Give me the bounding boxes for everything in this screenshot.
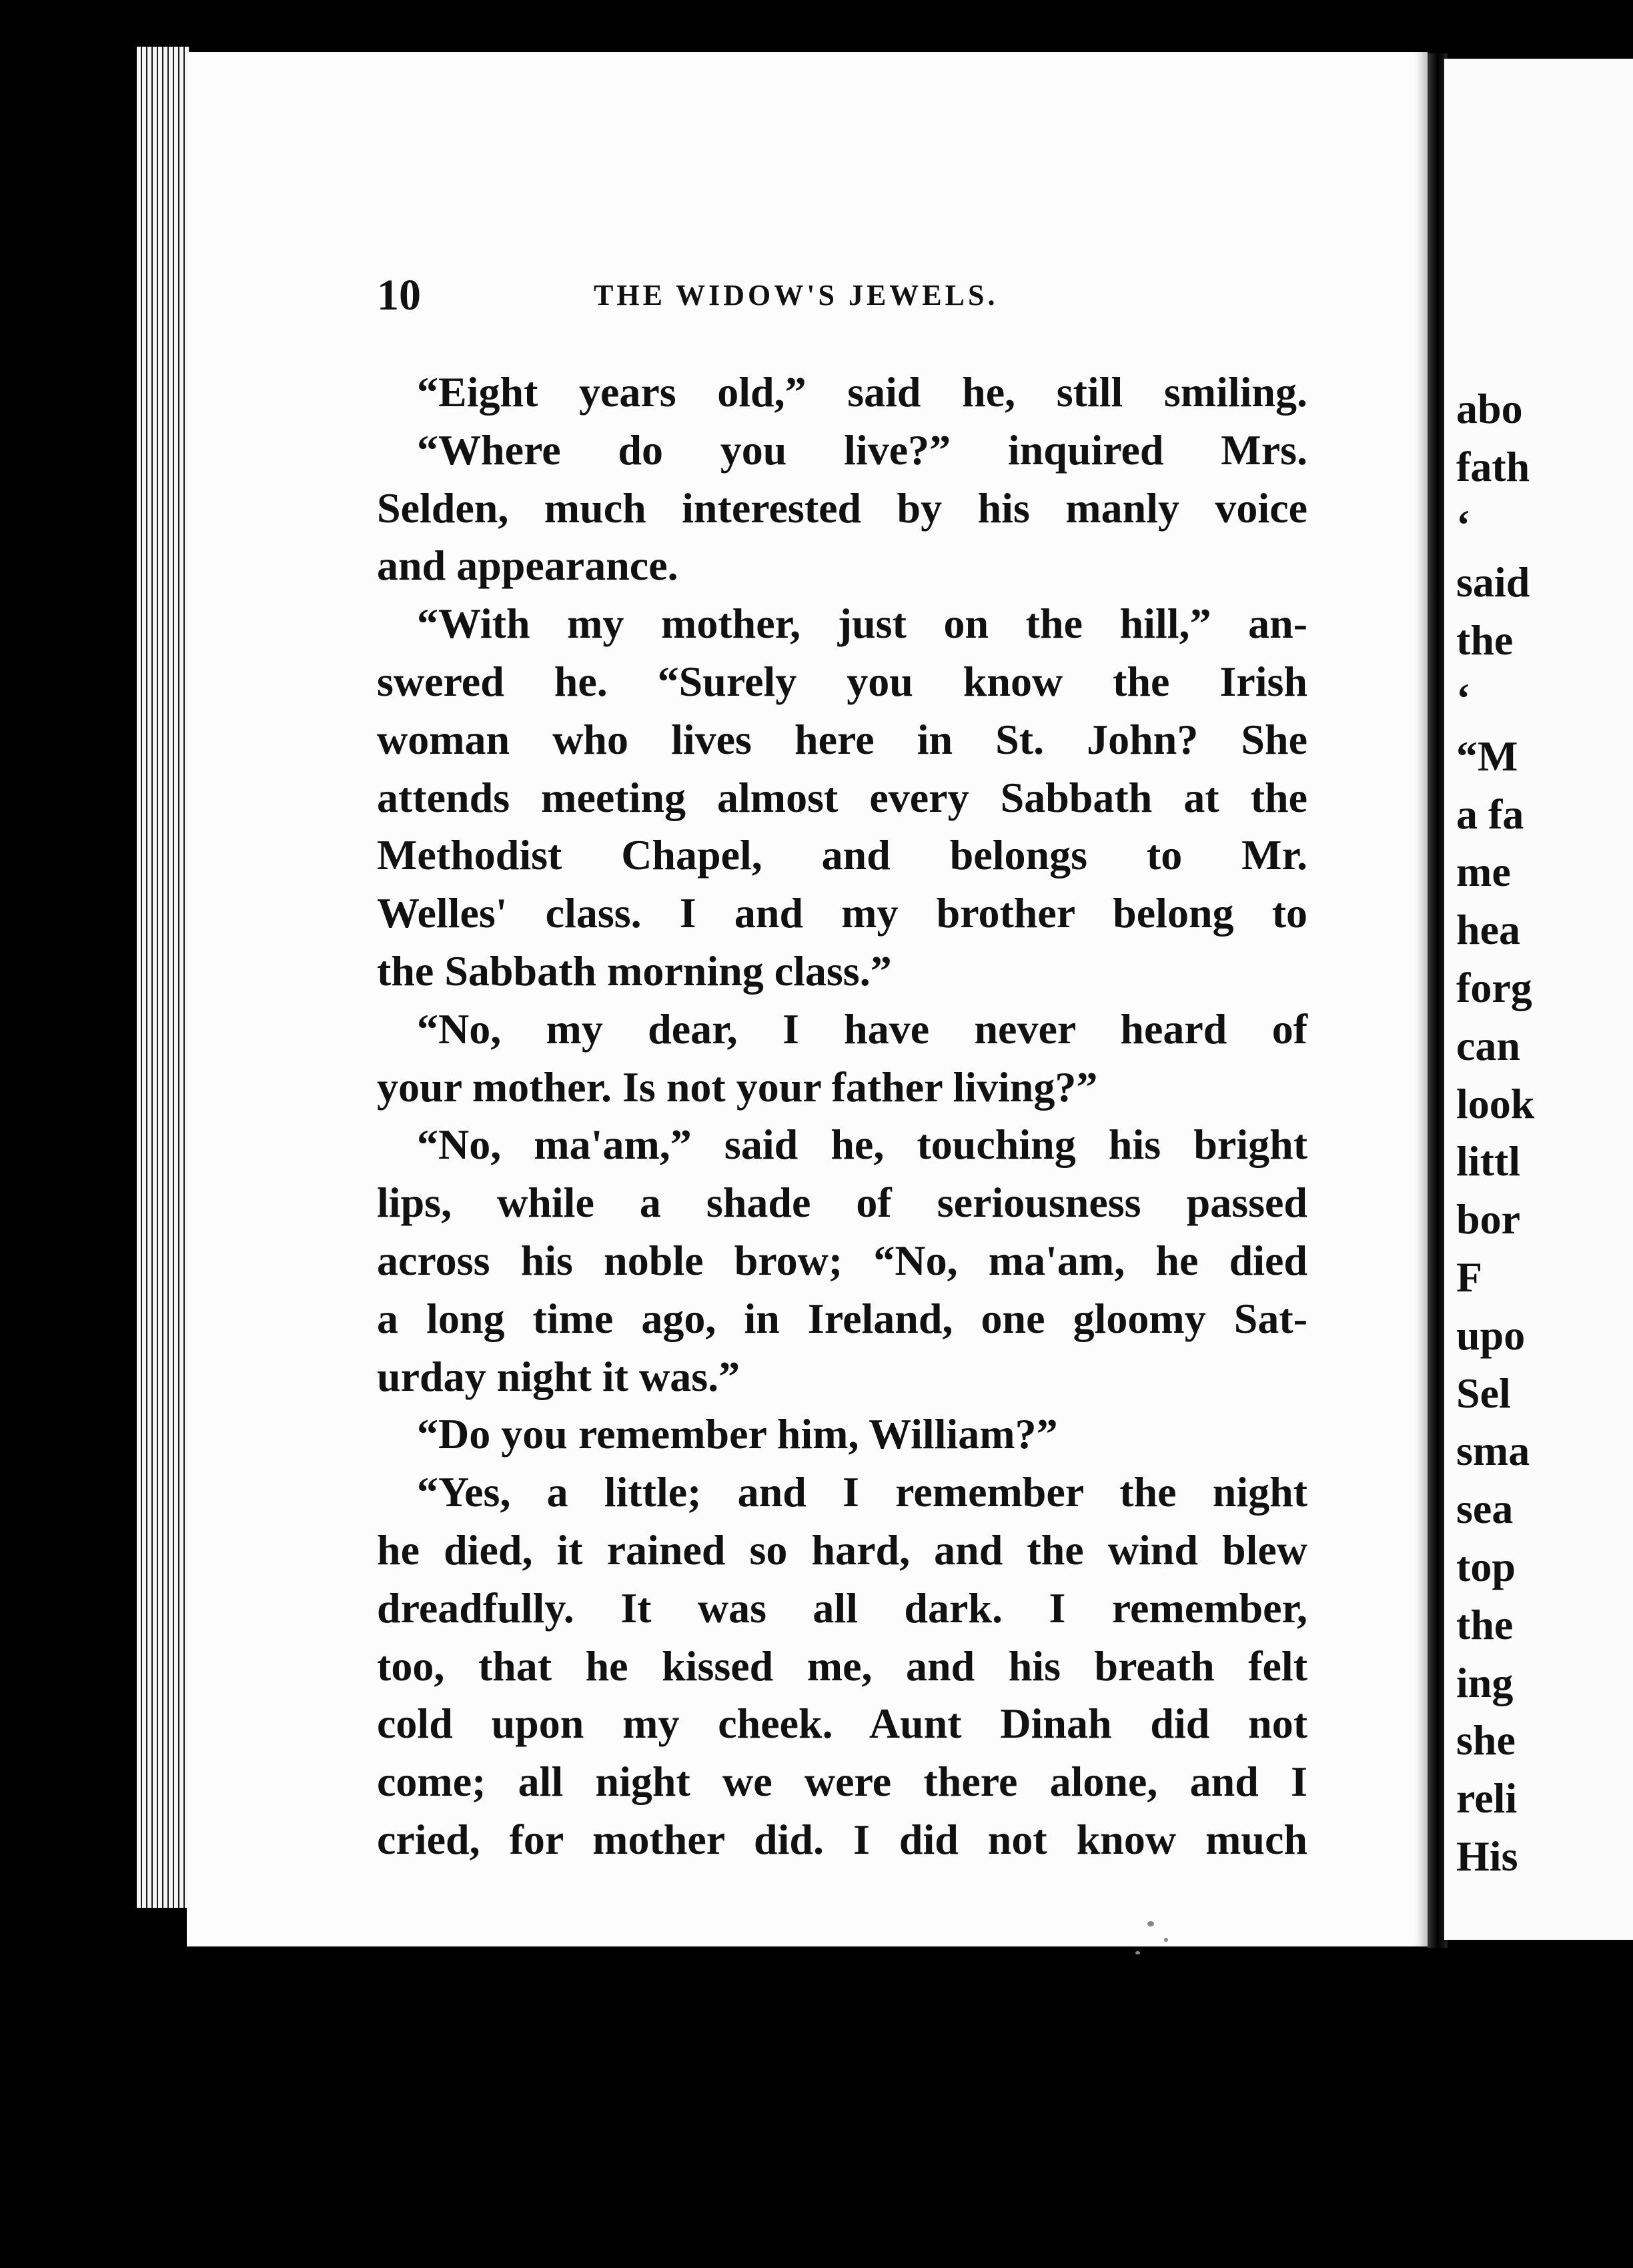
- page-number: 10: [377, 271, 421, 320]
- right-text-fragment: Sel: [1456, 1369, 1511, 1417]
- text-line: attends meeting almost every Sabbath at the: [377, 773, 1307, 821]
- right-text-fragment: hea: [1456, 906, 1520, 954]
- running-title: THE WIDOW'S JEWELS.: [594, 279, 999, 312]
- right-text-fragment: F: [1456, 1253, 1483, 1301]
- right-text-fragment: look: [1456, 1079, 1535, 1127]
- text-line: lips, while a shade of seriousness passed: [377, 1179, 1307, 1227]
- page-edges: [137, 47, 190, 1908]
- right-text-fragment: can: [1456, 1021, 1520, 1069]
- text-line: Welles' class. I and my brother belong to: [377, 889, 1307, 937]
- text-line: come; all night we were there alone, and I: [377, 1758, 1307, 1806]
- right-text-fragment: His: [1456, 1832, 1518, 1880]
- text-line: your mother. Is not your father living?”: [377, 1063, 1098, 1111]
- text-line: a long time ago, in Ireland, one gloomy Sat-: [377, 1294, 1307, 1342]
- running-head: [377, 270, 1131, 324]
- text-line: “Where do you live?” inquired Mrs.: [417, 426, 1307, 474]
- right-text-fragment: a fa: [1456, 790, 1524, 838]
- text-line: the Sabbath morning class.”: [377, 947, 892, 995]
- right-text-fragment: “M: [1456, 732, 1518, 780]
- text-line: “With my mother, just on the hill,” an-: [417, 600, 1307, 648]
- right-text-fragment: top: [1456, 1542, 1516, 1590]
- paper-speck: [1135, 1951, 1140, 1954]
- right-text-fragment: upo: [1456, 1311, 1526, 1359]
- right-text-fragment: ing: [1456, 1658, 1514, 1706]
- text-line: Methodist Chapel, and belongs to Mr.: [377, 831, 1307, 879]
- text-line: Selden, much interested by his manly voice: [377, 484, 1307, 532]
- right-text-fragment: the: [1456, 616, 1514, 664]
- right-text-fragment: forg: [1456, 963, 1532, 1011]
- right-text-fragment: reli: [1456, 1774, 1518, 1822]
- text-line: “Eight years old,” said he, still smiling.: [417, 368, 1307, 416]
- paper-speck: [1164, 1938, 1168, 1942]
- text-line: urday night it was.”: [377, 1352, 740, 1400]
- text-line: cold upon my cheek. Aunt Dinah did not: [377, 1700, 1307, 1748]
- text-line: “Do you remember him, William?”: [417, 1410, 1058, 1458]
- right-text-fragment: ‘: [1456, 674, 1471, 722]
- right-text-fragment: abo: [1456, 385, 1523, 432]
- body-text: [377, 364, 1307, 1869]
- right-text-fragment: she: [1456, 1716, 1516, 1764]
- right-text-fragment: bor: [1456, 1195, 1520, 1243]
- text-line: across his noble brow; “No, ma'am, he died: [377, 1236, 1307, 1284]
- text-line: “Yes, a little; and I remember the night: [417, 1468, 1307, 1516]
- right-text-fragment: me: [1456, 848, 1511, 896]
- right-text-fragment: the: [1456, 1600, 1514, 1648]
- right-text-fragment: sma: [1456, 1427, 1530, 1475]
- text-line: woman who lives here in St. John? She: [377, 715, 1307, 763]
- right-text-fragment: littl: [1456, 1137, 1520, 1185]
- text-line: cried, for mother did. I did not know much: [377, 1815, 1307, 1863]
- text-line: “No, ma'am,” said he, touching his bright: [417, 1121, 1307, 1169]
- text-line: too, that he kissed me, and his breath felt: [377, 1642, 1307, 1690]
- text-line: swered he. “Surely you know the Irish: [377, 657, 1307, 705]
- right-text-fragment: said: [1456, 558, 1530, 606]
- right-page-text: [1456, 380, 1534, 1886]
- paper-speck: [1147, 1921, 1154, 1926]
- right-text-fragment: ‘: [1456, 500, 1471, 548]
- text-line: dreadfully. It was all dark. I remember,: [377, 1584, 1307, 1632]
- right-text-fragment: fath: [1456, 442, 1530, 490]
- text-line: and appearance.: [377, 542, 678, 590]
- right-text-fragment: sea: [1456, 1485, 1514, 1533]
- text-line: “No, my dear, I have never heard of: [417, 1005, 1307, 1053]
- text-line: he died, it rained so hard, and the wind blew: [377, 1526, 1307, 1574]
